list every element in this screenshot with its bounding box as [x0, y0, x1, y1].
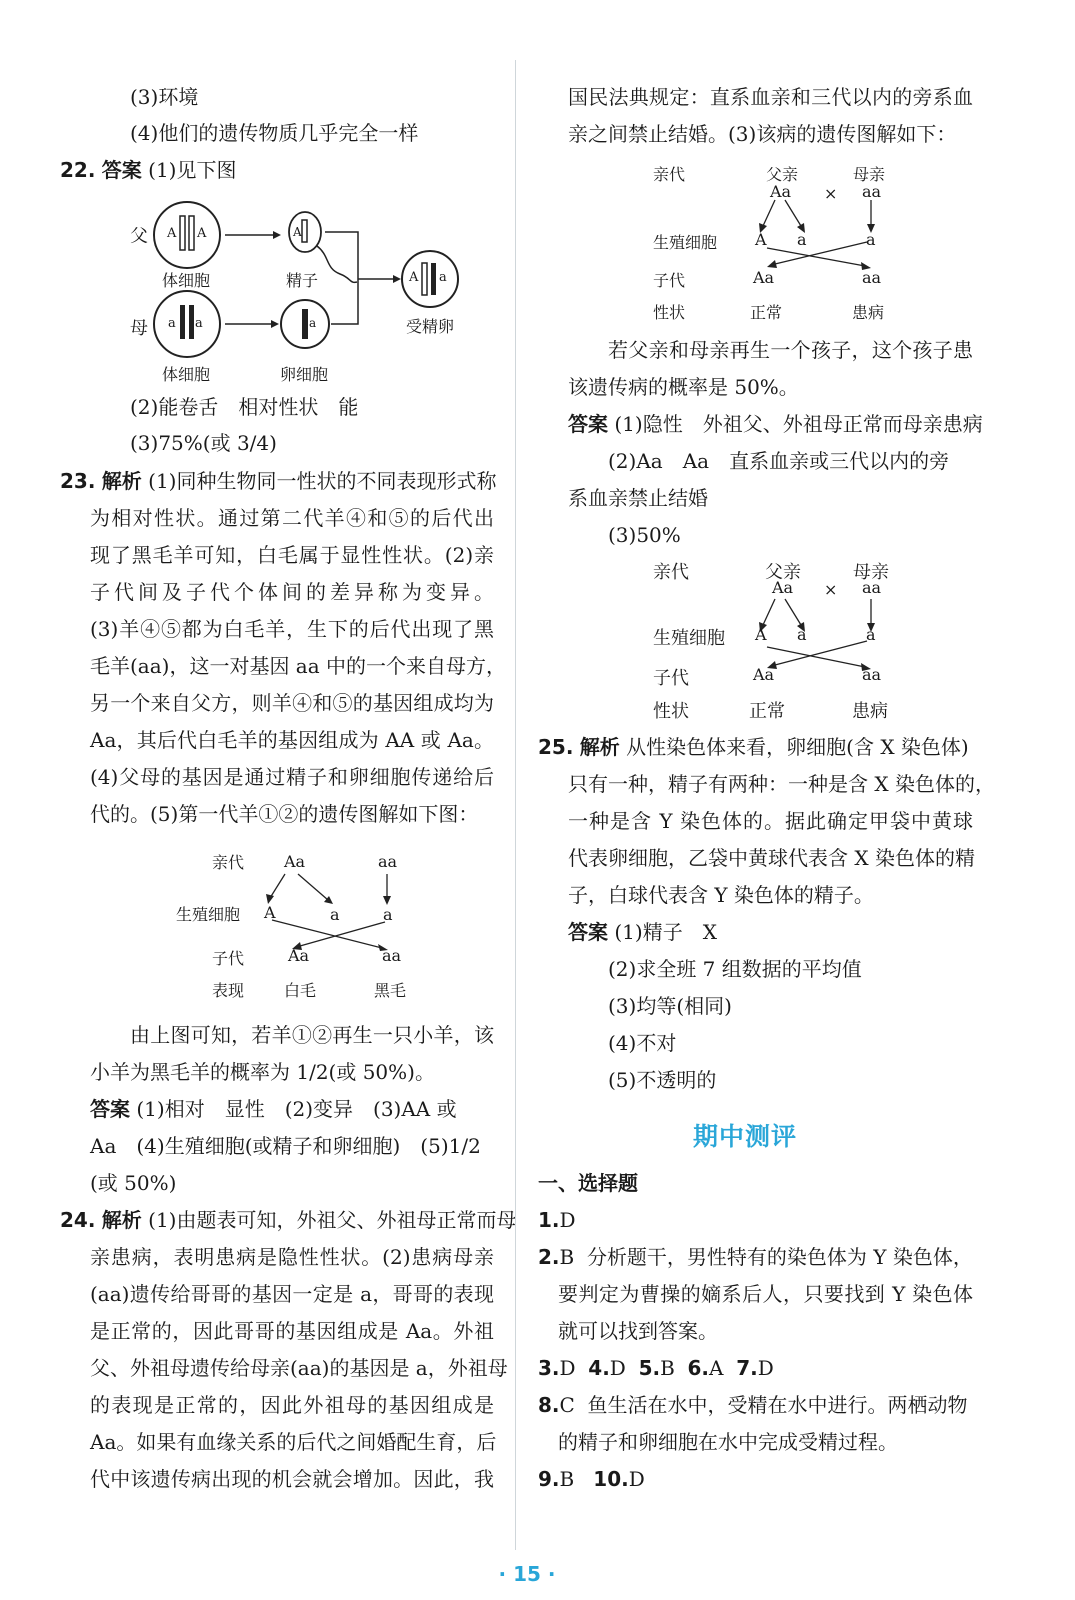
- sperm-chromosome: [302, 220, 307, 242]
- p2-row-offspring: 子代: [653, 668, 689, 689]
- q24-cont-0: 国民法典规定：直系血亲和三代以内的旁系血: [568, 85, 973, 109]
- q21-part3: (3)环境: [130, 85, 199, 109]
- q23-answer-2: (或 50%): [90, 1171, 177, 1195]
- mc-q1-num: 1.: [538, 1208, 560, 1232]
- egg-label: 卵细胞: [280, 365, 329, 384]
- p2-parent-1: Aa: [772, 578, 794, 597]
- q24-after-1: 该遗传病的概率是 50%。: [568, 375, 799, 399]
- mother-allele-2: a: [195, 316, 203, 331]
- q25-answer-4: (5)不透明的: [608, 1068, 717, 1092]
- q25-text-4: 子，白球代表含 Y 染色体的精子。: [568, 883, 874, 907]
- mc-q10: [593, 1467, 644, 1491]
- zygote-allele-1: A: [409, 270, 419, 285]
- p1-trait-2: 患病: [852, 303, 885, 322]
- sheep-row-offspring: 子代: [212, 949, 245, 968]
- mc-q6-num: 6.: [687, 1356, 710, 1380]
- page-number-dot-right: ·: [547, 1562, 556, 1586]
- column-divider: [515, 60, 516, 1550]
- p2-trait-1: 正常: [749, 701, 785, 722]
- mc-q2-text-0: 分析题干，男性特有的染色体为 Y 染色体，: [586, 1245, 973, 1269]
- p2-row-parent: 亲代: [653, 562, 689, 583]
- q22-part2: (2)能卷舌 相对性状 能: [130, 395, 359, 419]
- q24-answer-tag: 答案: [568, 412, 608, 436]
- mc-q3-ans: D: [559, 1356, 576, 1380]
- q25-answer-tag: 答案: [568, 920, 608, 944]
- mc-q5: [639, 1356, 675, 1380]
- egg-allele: a: [309, 316, 317, 330]
- q25-text-0: 从性染色体来看，卵细胞(含 X 染色体): [626, 735, 969, 759]
- q24-text-1: 亲患病，表明患病是隐性性状。(2)患病母亲: [90, 1245, 494, 1269]
- sheep-gamete-3: a: [383, 905, 393, 924]
- q23-number: 23.: [60, 469, 96, 493]
- zygote-chromosome-1: [422, 263, 427, 295]
- mc-row-3-7: [538, 1355, 774, 1381]
- q25-answer-text-0: (1)精子 X: [614, 920, 717, 944]
- sheep-row-parent: 亲代: [212, 853, 245, 872]
- sheep-parent-1: Aa: [284, 852, 306, 871]
- mc-q4-ans: D: [609, 1356, 626, 1380]
- p1-offspring-2: aa: [862, 268, 882, 287]
- mc-q8-num: 8.: [538, 1393, 560, 1417]
- sheep-row-gamete: 生殖细胞: [176, 905, 241, 924]
- q22-header: [60, 157, 237, 183]
- p2-gamete-2: a: [797, 625, 807, 644]
- q23-after-0: 由上图可知，若羊①②再生一只小羊，该: [130, 1023, 494, 1047]
- p2-offspring-1: Aa: [753, 665, 775, 684]
- zygote-allele-2: a: [439, 270, 447, 285]
- zygote-chromosome-2: [431, 263, 436, 295]
- q23-text-8: (4)父母的基因是通过精子和卵细胞传递给后: [90, 765, 494, 789]
- mc-q7-ans: D: [757, 1356, 774, 1380]
- p2-gamete-3: a: [866, 625, 876, 644]
- mc-q2-num: 2.: [538, 1245, 560, 1269]
- q23-answer-0: [90, 1096, 494, 1122]
- mother-chromosome-1: [180, 305, 185, 339]
- q24-analysis-tag: 解析: [101, 1208, 142, 1232]
- q25-number: 25.: [538, 735, 574, 759]
- sperm-label: 精子: [286, 271, 319, 290]
- p1-father: 父亲: [766, 165, 799, 184]
- father-chromosome-2: [189, 216, 194, 250]
- q25-text-1: 只有一种，精子有两种：一种是含 X 染色体的，: [568, 772, 995, 796]
- mc-q2-ans: B: [559, 1245, 575, 1269]
- fertilization-diagram-svg: [125, 196, 485, 386]
- q25-answer-0: [568, 919, 717, 945]
- sperm-tail: [317, 246, 357, 282]
- q23-text-9: 代的。(5)第一代羊①②的遗传图解如下图：: [90, 802, 479, 826]
- q23-text-7: Aa，其后代白毛羊的基因组成为 AA 或 Aa。: [90, 728, 494, 752]
- q25-text-2: 一种是含 Y 染色体的。据此确定甲袋中黄球: [568, 809, 973, 833]
- q24-answer-text-0: (1)隐性 外祖父、外祖母正常而母亲患病: [614, 412, 983, 436]
- q22-part3: (3)75%(或 3/4): [130, 431, 277, 455]
- mc-q9-ans: B: [559, 1467, 575, 1491]
- mc-q9-num: 9.: [538, 1467, 560, 1491]
- q23-answer-tag: 答案: [90, 1097, 130, 1121]
- p1-gamete-2: a: [797, 230, 807, 249]
- mc-q8-text-0: 鱼生活在水中，受精在水中进行。两栖动物: [587, 1393, 968, 1417]
- q23-text-6: 另一个来自父方，则羊④和⑤的基因组成均为: [90, 691, 494, 715]
- p2-mother: 母亲: [853, 562, 889, 583]
- mc-q10-num: 10.: [593, 1467, 629, 1491]
- q23-text-3: 子代间及子代个体间的差异称为变异。: [90, 580, 494, 604]
- p2-offspring-2: aa: [862, 665, 882, 684]
- mc-q2-text-1: 要判定为曹操的嫡系后人，只要找到 Y 染色体: [558, 1282, 973, 1306]
- q24-text-0: (1)由题表可知，外祖父、外祖母正常而母: [148, 1208, 517, 1232]
- q21-part4: (4)他们的遗传物质几乎完全一样: [130, 121, 419, 145]
- p1-parent-1: Aa: [770, 182, 792, 201]
- q25-text-3: 代表卵细胞，乙袋中黄球代表含 X 染色体的精: [568, 846, 975, 870]
- sheep-offspring-2: aa: [382, 946, 402, 965]
- q22-part1: (1)见下图: [148, 158, 237, 182]
- q23-text-4: (3)羊④⑤都为白毛羊，生下的后代出现了黑: [90, 617, 494, 641]
- sheep-row-trait: 表现: [212, 981, 245, 1000]
- p1-row-offspring: 子代: [653, 271, 686, 290]
- q24-line-0: [60, 1207, 517, 1233]
- page-number-value: 15: [513, 1562, 541, 1586]
- mc-q5-ans: B: [660, 1356, 675, 1380]
- q23-answer-1: Aa (4)生殖细胞(或精子和卵细胞) (5)1/2: [90, 1134, 481, 1158]
- sheep-offspring-1: Aa: [288, 946, 310, 965]
- mc-q1-ans: D: [559, 1208, 576, 1232]
- p2-parent-2: aa: [862, 578, 882, 597]
- mc-q7: [736, 1356, 774, 1380]
- q24-cont-1: 亲之间禁止结婚。(3)该病的遗传图解如下：: [568, 122, 957, 146]
- p2-row-gamete: 生殖细胞: [653, 628, 725, 649]
- q24-answer-3: (3)50%: [608, 523, 681, 547]
- sheep-trait-1: 白毛: [284, 981, 317, 1000]
- father-body-cell-label: 体细胞: [162, 271, 211, 290]
- mc-q10-ans: D: [628, 1467, 645, 1491]
- father-allele-1: A: [167, 226, 177, 241]
- mc-q3: [538, 1356, 576, 1380]
- q25-analysis-tag: 解析: [579, 735, 620, 759]
- mother-body-cell-label: 体细胞: [162, 365, 211, 384]
- q23-text-2: 现了黑毛羊可知，白毛属于显性性状。(2)亲: [90, 543, 494, 567]
- p2-gamete-1: A: [755, 625, 767, 644]
- mc-q6: [688, 1356, 724, 1380]
- p1-row-parent: 亲代: [653, 165, 686, 184]
- mother-body-cell: [154, 291, 220, 357]
- p1-cross: ×: [824, 184, 838, 203]
- mc-q4-num: 4.: [588, 1356, 610, 1380]
- q24-text-5: 的表现是正常的，因此外祖母的基因组成是: [90, 1393, 494, 1417]
- p2-trait-2: 患病: [852, 701, 888, 722]
- q25-answer-2: (3)均等(相同): [608, 994, 732, 1018]
- q24-text-3: 是正常的，因此哥哥的基因组成是 Aa。外祖: [90, 1319, 494, 1343]
- q23-after-1: 小羊为黑毛羊的概率为 1/2(或 50%)。: [90, 1060, 435, 1084]
- mother-label: 母: [130, 318, 148, 339]
- p2-cross: ×: [824, 580, 838, 599]
- q24-number: 24.: [60, 1208, 96, 1232]
- father-body-cell: [154, 202, 220, 268]
- mc-q8: [538, 1392, 973, 1418]
- q25-line-0: [538, 734, 973, 760]
- father-label: 父: [130, 226, 148, 247]
- q24-text-7: 代中该遗传病出现的机会就会增加。因此，我: [90, 1467, 494, 1491]
- p1-row-trait: 性状: [653, 303, 686, 322]
- q22-answer-tag: 答案: [101, 158, 142, 182]
- father-chromosome-1: [180, 216, 185, 250]
- sheep-parent-2: aa: [378, 852, 398, 871]
- mc-q2-text-2: 就可以找到答案。: [558, 1319, 718, 1343]
- p2-father: 父亲: [765, 562, 801, 583]
- mc-q1: [538, 1207, 576, 1233]
- q24-answer-2: 系血亲禁止结婚: [568, 486, 708, 510]
- section-title: 期中测评: [692, 1122, 797, 1151]
- q23-analysis-tag: 解析: [101, 469, 142, 493]
- mc-q5-num: 5.: [638, 1356, 661, 1380]
- q25-answer-3: (4)不对: [608, 1031, 677, 1055]
- sheep-trait-2: 黑毛: [374, 981, 407, 1000]
- mc-q7-num: 7.: [736, 1356, 758, 1380]
- sheep-gamete-1: A: [264, 903, 276, 922]
- q23-line-0: [60, 468, 497, 494]
- p1-parent-2: aa: [862, 182, 882, 201]
- q24-answer-1: (2)Aa Aa 直系血亲或三代以内的旁: [608, 449, 950, 473]
- mc-q3-num: 3.: [538, 1356, 560, 1380]
- mc-q8-text-1: 的精子和卵细胞在水中完成受精过程。: [558, 1430, 898, 1454]
- sheep-gamete-2: a: [330, 905, 340, 924]
- p1-trait-1: 正常: [750, 303, 783, 322]
- sperm-allele: A: [293, 225, 302, 239]
- q24-text-6: Aa。如果有血缘关系的后代之间婚配生育，后: [90, 1430, 497, 1454]
- q22-number: 22.: [60, 158, 96, 182]
- p1-mother: 母亲: [853, 165, 886, 184]
- p1-row-gamete: 生殖细胞: [653, 233, 718, 252]
- p1-gamete-1: A: [755, 230, 767, 249]
- q24-text-4: 父、外祖母遗传给母亲(aa)的基因是 a，外祖母: [90, 1356, 508, 1380]
- p2-row-trait: 性状: [653, 701, 689, 722]
- mc-row-9-10: [538, 1466, 645, 1492]
- q23-answer-text-0: (1)相对 显性 (2)变异 (3)AA 或: [136, 1097, 457, 1121]
- q24-after-0: 若父亲和母亲再生一个孩子，这个孩子患: [608, 338, 973, 362]
- father-allele-2: A: [197, 226, 207, 241]
- mother-allele-1: a: [168, 316, 176, 331]
- mc-q9: [538, 1467, 574, 1491]
- q23-text-0: (1)同种生物同一性状的不同表现形式称: [148, 469, 497, 493]
- q23-text-5: 毛羊(aa)，这一对基因 aa 中的一个来自母方，: [90, 654, 507, 678]
- mother-chromosome-2: [189, 305, 194, 339]
- q24-answer-0: [568, 411, 983, 437]
- p1-gamete-3: a: [866, 230, 876, 249]
- mc-q2: [538, 1244, 973, 1270]
- mc-q8-ans: C: [559, 1393, 575, 1417]
- zygote-label: 受精卵: [406, 317, 455, 336]
- page-number: [467, 1562, 587, 1586]
- q25-answer-1: (2)求全班 7 组数据的平均值: [608, 957, 862, 981]
- egg-chromosome: [302, 309, 308, 339]
- p1-offspring-1: Aa: [753, 268, 775, 287]
- q24-text-2: (aa)遗传给哥哥的基因一定是 a，哥哥的表现: [90, 1282, 494, 1306]
- mc-q4: [588, 1356, 626, 1380]
- page-number-dot-left: ·: [498, 1562, 507, 1586]
- mc-q6-ans: A: [709, 1356, 724, 1380]
- q23-text-1: 为相对性状。通过第二代羊④和⑤的后代出: [90, 506, 494, 530]
- section-subtitle: 一、选择题: [538, 1171, 638, 1195]
